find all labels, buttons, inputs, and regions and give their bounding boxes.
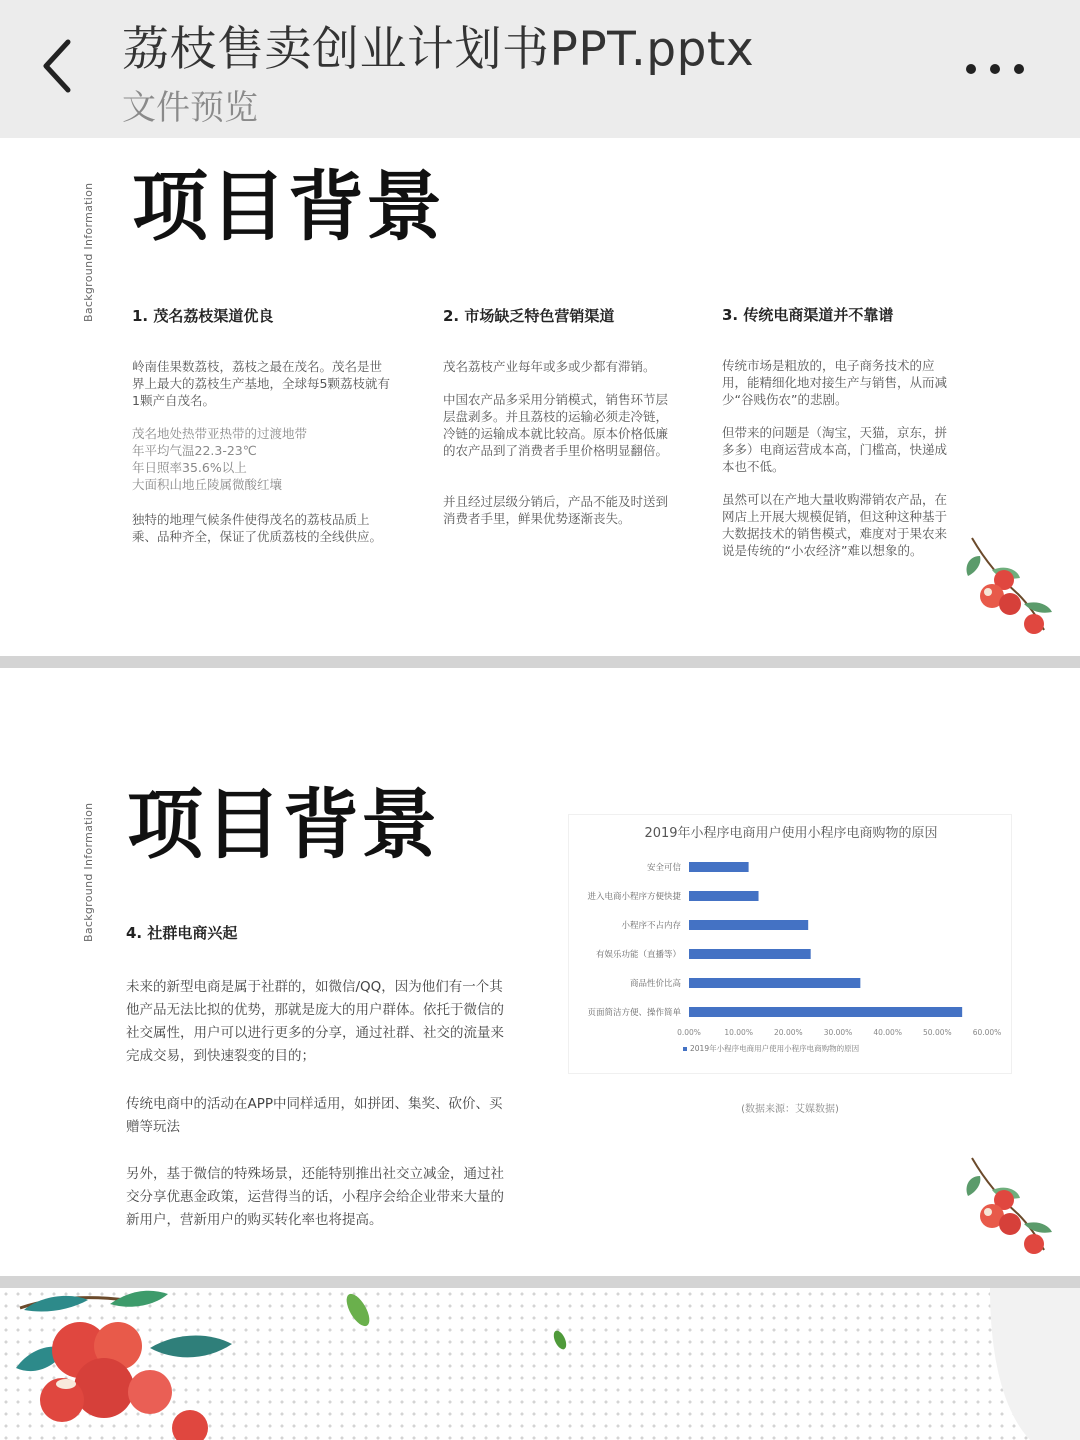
x-tick-label: 60.00% — [972, 1028, 1002, 1037]
column-paragraph: 岭南佳果数荔枝，荔枝之最在茂名。茂名是世界上最大的荔枝生产基地，全球每5颗荔枝就有1颗产自茂名。 — [132, 359, 390, 408]
bar-category-label: 商品性价比高 — [629, 979, 681, 989]
column-paragraph: 独特的地理气候条件使得茂名的荔枝品质上乘、品种齐全，保证了优质荔枝的全线供应。 — [132, 512, 383, 544]
column-paragraph: 并且经过层级分销后，产品不能及时送到消费者手里，鲜果优势逐渐丧失。 — [443, 494, 669, 526]
file-title: 荔枝售卖创业计划书PPT.pptx — [122, 22, 755, 77]
slide-3[interactable] — [0, 1288, 1080, 1440]
column-paragraph: 中国农产品多采用分销模式，销售环节层层盘剥多。并且荔枝的运输必须走冷链，冷链的运输成本就比较高。原本价格低廉的农产品到了消费者手里价格明显翻倍。 — [443, 392, 669, 458]
legend-label: 2019年小程序电商用户使用小程序电商购物的原因 — [690, 1044, 860, 1053]
column-heading: 2. 市场缺乏特色营销渠道 — [443, 307, 615, 325]
bar-category-label: 安全可信 — [646, 863, 681, 873]
x-tick-label: 50.00% — [923, 1028, 952, 1037]
file-subtitle: 文件预览 — [122, 88, 258, 128]
bar-category-label: 页面简洁方便、操作简单 — [587, 1008, 681, 1018]
bar-chart — [568, 814, 1012, 1074]
chart-source: (数据来源：艾媒数据) — [741, 1104, 839, 1115]
top-bar — [0, 0, 1080, 138]
side-label: Background Information — [82, 802, 95, 942]
column-paragraph: 茂名荔枝产业每年或多或少都有滞销。 — [443, 359, 656, 374]
legend-swatch — [683, 1047, 687, 1051]
bar — [689, 949, 811, 959]
slide-2[interactable] — [0, 668, 1080, 1276]
section-heading: 4. 社群电商兴起 — [126, 924, 238, 942]
slide-title: 项目背景 — [132, 162, 444, 251]
more-dot-icon — [1014, 64, 1024, 74]
column-paragraph: 但带来的问题是（淘宝，天猫，京东，拼多多）电商运营成本高，门槛高，快递成本也不低。 — [722, 425, 948, 474]
column-heading: 1. 茂名荔枝渠道优良 — [132, 307, 274, 325]
slide-1[interactable] — [0, 138, 1080, 656]
x-tick-label: 0.00% — [677, 1028, 701, 1037]
more-options-button[interactable] — [962, 44, 1028, 94]
section-paragraph: 未来的新型电商是属于社群的，如微信/QQ，因为他们有一个其他产品无法比拟的优势，那就是庞大的用户群体。依托于微信的社交属性，用户可以进行更多的分享，通过社群、社交的流量来完成交易，到快速裂变的目的； — [126, 979, 504, 1064]
x-tick-label: 20.00% — [774, 1028, 803, 1037]
x-tick-label: 40.00% — [873, 1028, 902, 1037]
bar-category-label: 有娱乐功能（直播等） — [595, 950, 681, 960]
bar — [689, 862, 749, 872]
lychee-branch-illustration — [0, 1288, 1080, 1440]
back-button[interactable] — [30, 28, 90, 108]
more-dot-icon — [990, 64, 1000, 74]
section-paragraph: 另外，基于微信的特殊场景，还能特别推出社交立减金，通过社交分享优惠金政策，运营得当的话，小程序会给企业带来大量的新用户，营新用户的购买转化率也将提高。 — [126, 1166, 504, 1228]
column-heading: 3. 传统电商渠道并不靠谱 — [722, 306, 894, 324]
bar-chart-svg — [569, 815, 1013, 1075]
back-arrow-icon — [30, 28, 90, 108]
x-tick-label: 30.00% — [823, 1028, 853, 1037]
side-label: Background Information — [82, 182, 95, 322]
bar-category-label: 小程序不占内存 — [621, 921, 681, 931]
bar — [689, 978, 860, 988]
bar-category-label: 进入电商小程序方便快捷 — [587, 892, 681, 902]
column-paragraph: 传统市场是粗放的，电子商务技术的应用，能精细化地对接生产与销售，从而减少“谷贱伤农”的悲剧。 — [722, 358, 948, 407]
bar — [689, 920, 808, 930]
lychee-illustration — [962, 1154, 1058, 1258]
more-dot-icon — [966, 64, 976, 74]
bar — [689, 1007, 962, 1017]
column-paragraph: 虽然可以在产地大量收购滞销农产品，在网店上开展大规模促销，但这种这种基于大数据技术的销售模式，难度对于果农来说是传统的“小农经济”难以想象的。 — [722, 492, 948, 558]
lychee-illustration — [962, 534, 1058, 638]
chart-title: 2019年小程序电商用户使用小程序电商购物的原因 — [644, 826, 938, 841]
x-tick-label: 10.00% — [724, 1028, 753, 1037]
column-paragraph: 茂名地处热带亚热带的过渡地带 年平均气温22.3-23℃ 年日照率35.6%以上 大面积山地丘陵属微酸红壤 — [132, 426, 308, 492]
slide-title: 项目背景 — [127, 780, 439, 869]
section-paragraph: 传统电商中的活动在APP中同样适用，如拼团、集奖、砍价、买赠等玩法 — [126, 1096, 503, 1135]
bar — [689, 891, 759, 901]
